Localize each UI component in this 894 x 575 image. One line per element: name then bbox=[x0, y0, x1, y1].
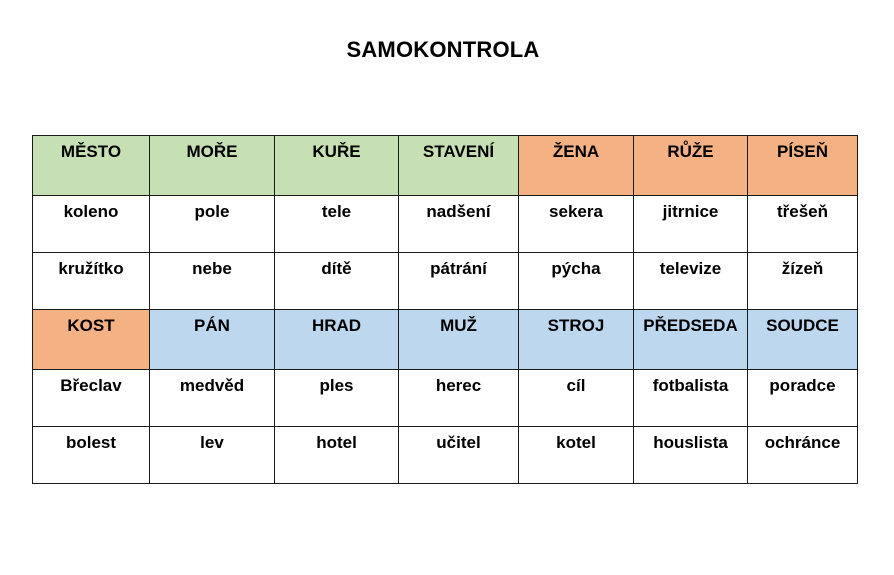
word-cell: poradce bbox=[748, 370, 858, 427]
word-cell: nebe bbox=[150, 253, 275, 310]
page-title: SAMOKONTROLA bbox=[346, 37, 540, 62]
header-cell-zena: ŽENA bbox=[519, 136, 634, 196]
table-row bbox=[33, 196, 858, 253]
word-cell: lev bbox=[150, 427, 275, 484]
word-cell: kotel bbox=[519, 427, 634, 484]
header-cell-soudce: SOUDCE bbox=[748, 310, 858, 370]
word-cell: dítě bbox=[275, 253, 399, 310]
word-cell: medvěd bbox=[150, 370, 275, 427]
word-cell: ples bbox=[275, 370, 399, 427]
header-cell-predseda: PŘEDSEDA bbox=[634, 310, 748, 370]
header-cell-more: MOŘE bbox=[150, 136, 275, 196]
word-cell: koleno bbox=[33, 196, 150, 253]
word-cell: cíl bbox=[519, 370, 634, 427]
word-cell: herec bbox=[399, 370, 519, 427]
word-cell: fotbalista bbox=[634, 370, 748, 427]
word-cell: televize bbox=[634, 253, 748, 310]
word-cell: bolest bbox=[33, 427, 150, 484]
word-cell: pátrání bbox=[399, 253, 519, 310]
word-cell: ochránce bbox=[748, 427, 858, 484]
header-cell-pisen: PÍSEŇ bbox=[748, 136, 858, 196]
table-row bbox=[33, 427, 858, 484]
header-cell-hrad: HRAD bbox=[275, 310, 399, 370]
header-cell-mesto: MĚSTO bbox=[33, 136, 150, 196]
header-cell-stroj: STROJ bbox=[519, 310, 634, 370]
word-cell: pole bbox=[150, 196, 275, 253]
word-cell: pýcha bbox=[519, 253, 634, 310]
header-cell-kure: KUŘE bbox=[275, 136, 399, 196]
declension-table bbox=[32, 135, 858, 484]
header-cell-staveni: STAVENÍ bbox=[399, 136, 519, 196]
word-cell: tele bbox=[275, 196, 399, 253]
table-row bbox=[33, 253, 858, 310]
word-cell: žízeň bbox=[748, 253, 858, 310]
word-cell: učitel bbox=[399, 427, 519, 484]
word-cell: třešeň bbox=[748, 196, 858, 253]
word-cell: Břeclav bbox=[33, 370, 150, 427]
header-cell-muz: MUŽ bbox=[399, 310, 519, 370]
header-row-1 bbox=[33, 136, 858, 196]
word-cell: houslista bbox=[634, 427, 748, 484]
word-cell: sekera bbox=[519, 196, 634, 253]
header-cell-kost: KOST bbox=[33, 310, 150, 370]
word-cell: hotel bbox=[275, 427, 399, 484]
header-cell-ruze: RŮŽE bbox=[634, 136, 748, 196]
header-row-2 bbox=[33, 310, 858, 370]
table-row bbox=[33, 370, 858, 427]
header-cell-pan: PÁN bbox=[150, 310, 275, 370]
word-cell: jitrnice bbox=[634, 196, 748, 253]
word-cell: kružítko bbox=[33, 253, 150, 310]
word-cell: nadšení bbox=[399, 196, 519, 253]
